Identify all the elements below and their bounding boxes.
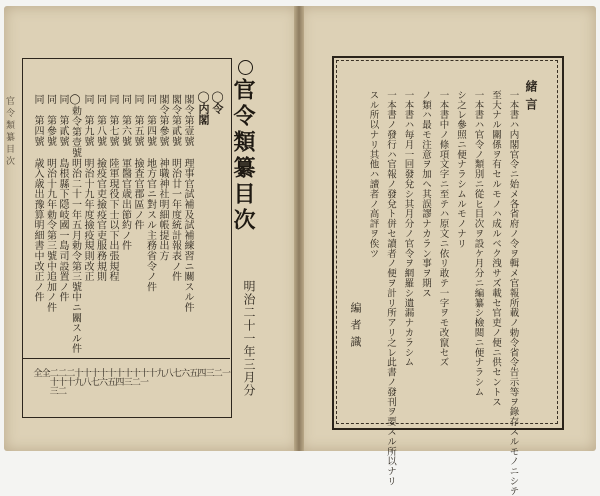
toc-entry-desc: 軍醫官歳出節約ノ件: [119, 158, 131, 251]
issue-date: 明治二十一年三月分: [242, 280, 256, 397]
toc-entry-name: 同 第參號: [44, 94, 56, 147]
margin-title: 官令類纂目次: [4, 96, 14, 168]
section-heading-naikaku: ◯内閣: [197, 90, 210, 125]
toc-entry-desc: 明治十九年度撿疫規則改正: [82, 158, 93, 282]
title-circle-mark: [238, 60, 253, 75]
toc-page-number: 十一: [138, 368, 148, 386]
toc-page-number: 十: [146, 368, 157, 377]
preface-line: ノ類ハ最モ注意ヲ加ヘ其誤謬ナカラン事ヲ期ス: [420, 90, 431, 298]
preface-signature: 編者識: [349, 302, 362, 353]
toc-page-number: 十三: [121, 368, 132, 386]
preface-line: 至大ナル關係ヲ有セルモノハ成ルベク洩サズ載セ官吏ノ便ニ供セントス: [490, 90, 501, 407]
toc-page-number: 二十: [64, 368, 75, 386]
toc-entry-name: 同 第八號: [94, 94, 106, 147]
toc-page-number: 十八: [80, 368, 91, 386]
toc-page-number: 十五: [105, 368, 116, 386]
toc-entry-desc: 撿査官郡區ノ件: [132, 158, 143, 231]
toc-page-number: 十二: [129, 368, 140, 386]
book-gutter: [294, 6, 304, 451]
toc-entry-name: 同 第七號: [107, 94, 118, 147]
toc-page-number: 十四: [113, 368, 124, 386]
preface-line: スル所以ナリ其他ハ讀者ノ高評ヲ俟ツ: [367, 90, 379, 259]
toc-page-number: 二十二: [56, 368, 66, 395]
toc-entry-name: ◯勅令第壹號: [69, 94, 81, 158]
toc-entry-desc: 明治廿一年度統計報表ノ件: [169, 158, 181, 282]
page-number-rule: [22, 358, 230, 359]
toc-page-number: 十六: [97, 368, 107, 386]
toc-entry-name: 同 第貳號: [57, 94, 68, 147]
toc-entry-desc: 明治十九年勅令第三號中追加ノ件: [44, 158, 56, 313]
preface-line: 一本書ハ官令ノ類別ニ從ヒ目次ヲ設ケ月分ニ編纂シ檢閲ニ便ナラシム: [472, 90, 484, 397]
toc-page-number: 三: [203, 368, 214, 377]
toc-entry-name: 同 第九號: [82, 94, 93, 147]
toc-entry-desc: 歳入歳出豫算明細書中改正ノ件: [32, 158, 43, 303]
toc-page-number: 五: [187, 368, 198, 377]
toc-entry-name: 閣令第參號: [157, 94, 168, 147]
toc-page-number: 八: [162, 368, 173, 377]
toc-page-number: 全: [39, 368, 50, 377]
preface-line: 一本書ハ毎月一回發兌シ其月分ノ官令ヲ網羅シ遺漏ナカラシム: [402, 90, 414, 368]
toc-page-number: 六: [179, 368, 189, 377]
section-heading-rei: ◯令: [211, 90, 224, 114]
toc-entry-desc: 島根縣下隠岐國一島司設置ノ件: [57, 158, 68, 303]
toc-page-number: 二十三: [47, 368, 58, 395]
toc-entry-name: 閣令第貳號: [169, 94, 181, 147]
toc-entry-desc: 陸軍現役下士以下出張規程: [107, 158, 118, 282]
toc-page-number: 九: [154, 368, 165, 377]
preface-line: 一本書ハ内閣官令ニ始メ各省府ノ令ヲ輯メ官報所載ノ勅令省令告示等ヲ錄存スルモノニシテ: [507, 90, 519, 496]
toc-entry-name: 同 第五號: [132, 94, 143, 147]
toc-entry-desc: 神職神社明細帳提出方: [157, 158, 168, 261]
toc-entry-desc: 明治二十一年五月勅令第三號中ニ關スル件: [69, 158, 81, 354]
toc-entry-name: 同 第四號: [144, 94, 156, 147]
toc-page-number: 十九: [72, 368, 83, 386]
toc-page-number: 全: [31, 368, 42, 377]
preface-line: シ之レ參照ニ便ナラシムルモノナリ: [455, 90, 466, 249]
toc-page-number: 十七: [88, 368, 99, 386]
preface-line: 一本書中ノ條項文字ニ至テハ原文ニ依リ敢テ一字ヲモ改竄セズ: [437, 90, 449, 368]
preface-line: 一本書ノ發行ハ官報ノ發兌ト併セ讀者ノ便ヲ計リ所アリ之レ此書ノ發刊ヲ要スル所以ナリ: [385, 90, 396, 486]
toc-page-number: 二: [211, 368, 222, 377]
toc-entry-desc: 撿疫官吏撿疫官吏服務規則: [94, 158, 106, 282]
toc-page-number: 四: [195, 368, 206, 377]
toc-entry-name: 閣令第壹號: [182, 94, 193, 147]
preface-title: 緒言: [524, 80, 538, 116]
toc-page-number: 一: [220, 368, 230, 377]
toc-entry-name: 同 第四號: [32, 94, 43, 147]
page-title: 官令類纂目次: [230, 78, 256, 234]
toc-entry-desc: 理事官試補及試補練習ニ關スル件: [182, 158, 193, 313]
toc-entry-desc: 地方官ニ對スル主務省令ノ件: [144, 158, 156, 292]
toc-entry-name: 同 第六號: [119, 94, 131, 147]
toc-page-number: 七: [170, 368, 181, 377]
